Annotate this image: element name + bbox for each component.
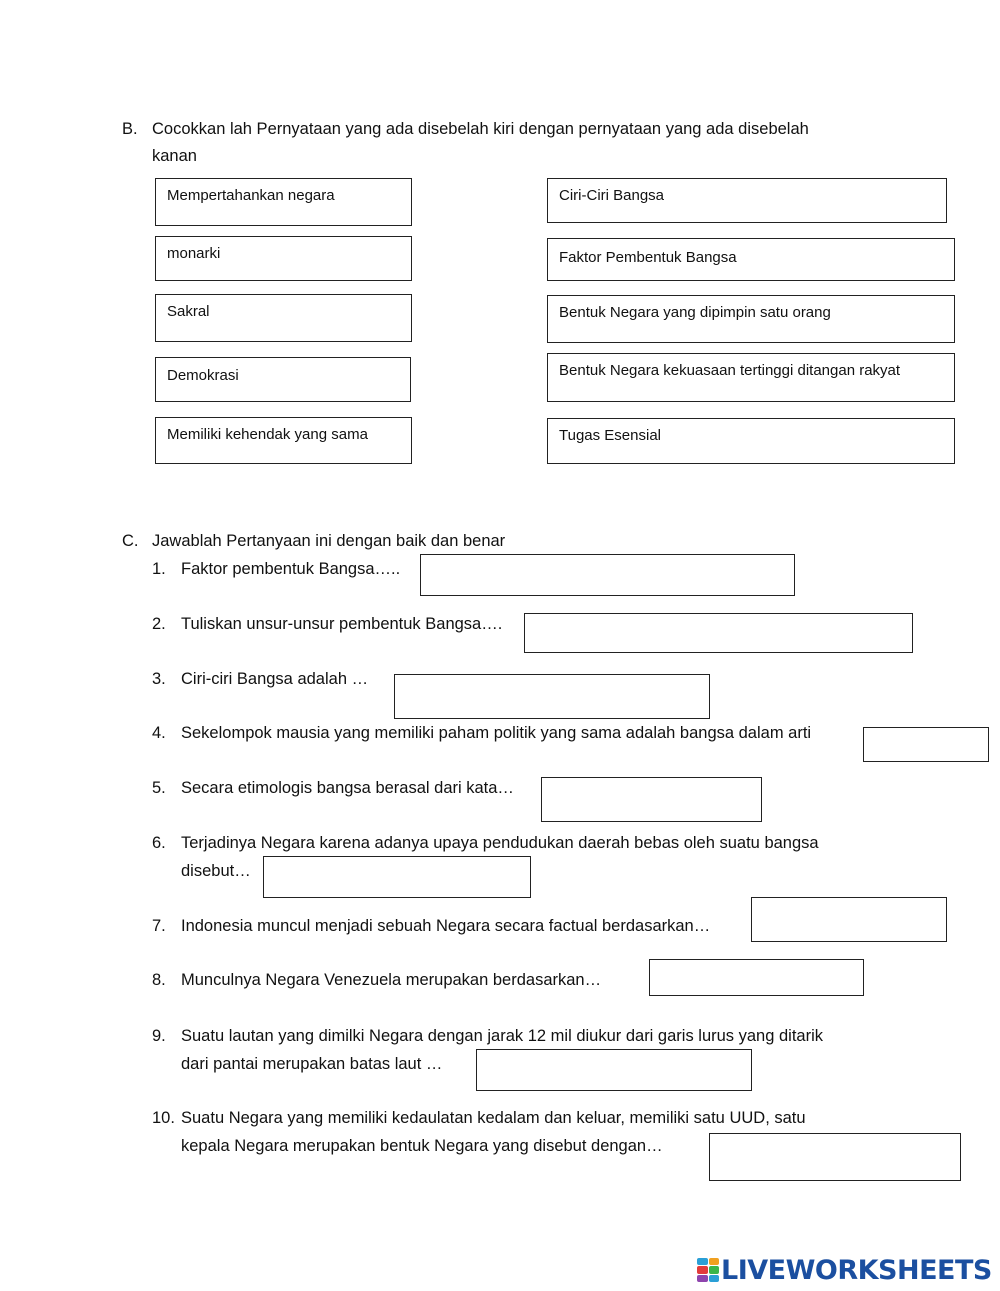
question-text: Indonesia muncul menjadi sebuah Negara secara factual berdasarkan…	[181, 917, 711, 935]
section-c-letter: C.	[122, 532, 139, 550]
question-text: Faktor pembentuk Bangsa…..	[181, 560, 401, 578]
question-number: 10.	[152, 1109, 175, 1127]
question-text: Suatu Negara yang memiliki kedaulatan kedalam dan keluar, memiliki satu UUD, satu	[181, 1109, 806, 1127]
question-text: Tuliskan unsur-unsur pembentuk Bangsa….	[181, 615, 503, 633]
answer-box[interactable]	[751, 897, 947, 942]
question-text: Sekelompok mausia yang memiliki paham politik yang sama adalah bangsa dalam arti	[181, 724, 812, 742]
question-text-cont: disebut…	[181, 862, 251, 880]
question-text: Terjadinya Negara karena adanya upaya pendudukan daerah bebas oleh suatu bangsa	[181, 834, 819, 852]
question-number: 1.	[152, 560, 166, 578]
liveworksheets-logo	[697, 1256, 992, 1284]
answer-box[interactable]	[649, 959, 864, 996]
match-right-item[interactable]: Ciri-Ciri Bangsa	[547, 178, 947, 223]
question-text: Munculnya Negara Venezuela merupakan berdasarkan…	[181, 971, 602, 989]
question-number: 2.	[152, 615, 166, 633]
question-number: 4.	[152, 724, 166, 742]
match-left-item[interactable]: Mempertahankan negara	[155, 178, 412, 226]
liveworksheets-logo-text: LIVEWORKSHEETS	[721, 1254, 992, 1286]
answer-box[interactable]	[524, 613, 913, 653]
answer-box[interactable]	[709, 1133, 961, 1181]
question-number: 9.	[152, 1027, 166, 1045]
liveworksheets-logo-icon	[697, 1258, 719, 1282]
question-text-cont: kepala Negara merupakan bentuk Negara yang disebut dengan…	[181, 1137, 663, 1155]
question-number: 7.	[152, 917, 166, 935]
answer-box[interactable]	[541, 777, 762, 822]
section-b-instruction: Cocokkan lah Pernyataan yang ada disebelah kiri dengan pernyataan yang ada disebelah	[152, 120, 809, 138]
question-text: Suatu lautan yang dimilki Negara dengan jarak 12 mil diukur dari garis lurus yang ditarik	[181, 1027, 824, 1045]
match-left-item[interactable]: Sakral	[155, 294, 412, 342]
answer-box[interactable]	[476, 1049, 752, 1091]
question-text: Ciri-ciri Bangsa adalah …	[181, 670, 369, 688]
answer-box[interactable]	[394, 674, 710, 719]
match-right-item[interactable]: Bentuk Negara yang dipimpin satu orang	[547, 295, 955, 343]
section-b-instruction-cont: kanan	[152, 147, 197, 165]
section-b-letter: B.	[122, 120, 138, 138]
question-number: 5.	[152, 779, 166, 797]
question-number: 8.	[152, 971, 166, 989]
answer-box[interactable]	[863, 727, 989, 762]
question-number: 3.	[152, 670, 166, 688]
match-right-item[interactable]: Tugas Esensial	[547, 418, 955, 464]
question-text: Secara etimologis bangsa berasal dari kata…	[181, 779, 514, 797]
question-number: 6.	[152, 834, 166, 852]
match-left-item[interactable]: monarki	[155, 236, 412, 281]
match-right-item[interactable]: Faktor Pembentuk Bangsa	[547, 238, 955, 281]
section-c-instruction: Jawablah Pertanyaan ini dengan baik dan benar	[152, 532, 506, 550]
answer-box[interactable]	[263, 856, 531, 898]
match-left-item[interactable]: Memiliki kehendak yang sama	[155, 417, 412, 464]
answer-box[interactable]	[420, 554, 795, 596]
match-right-item[interactable]: Bentuk Negara kekuasaan tertinggi ditangan rakyat	[547, 353, 955, 402]
question-text-cont: dari pantai merupakan batas laut …	[181, 1055, 443, 1073]
match-left-item[interactable]: Demokrasi	[155, 357, 411, 402]
